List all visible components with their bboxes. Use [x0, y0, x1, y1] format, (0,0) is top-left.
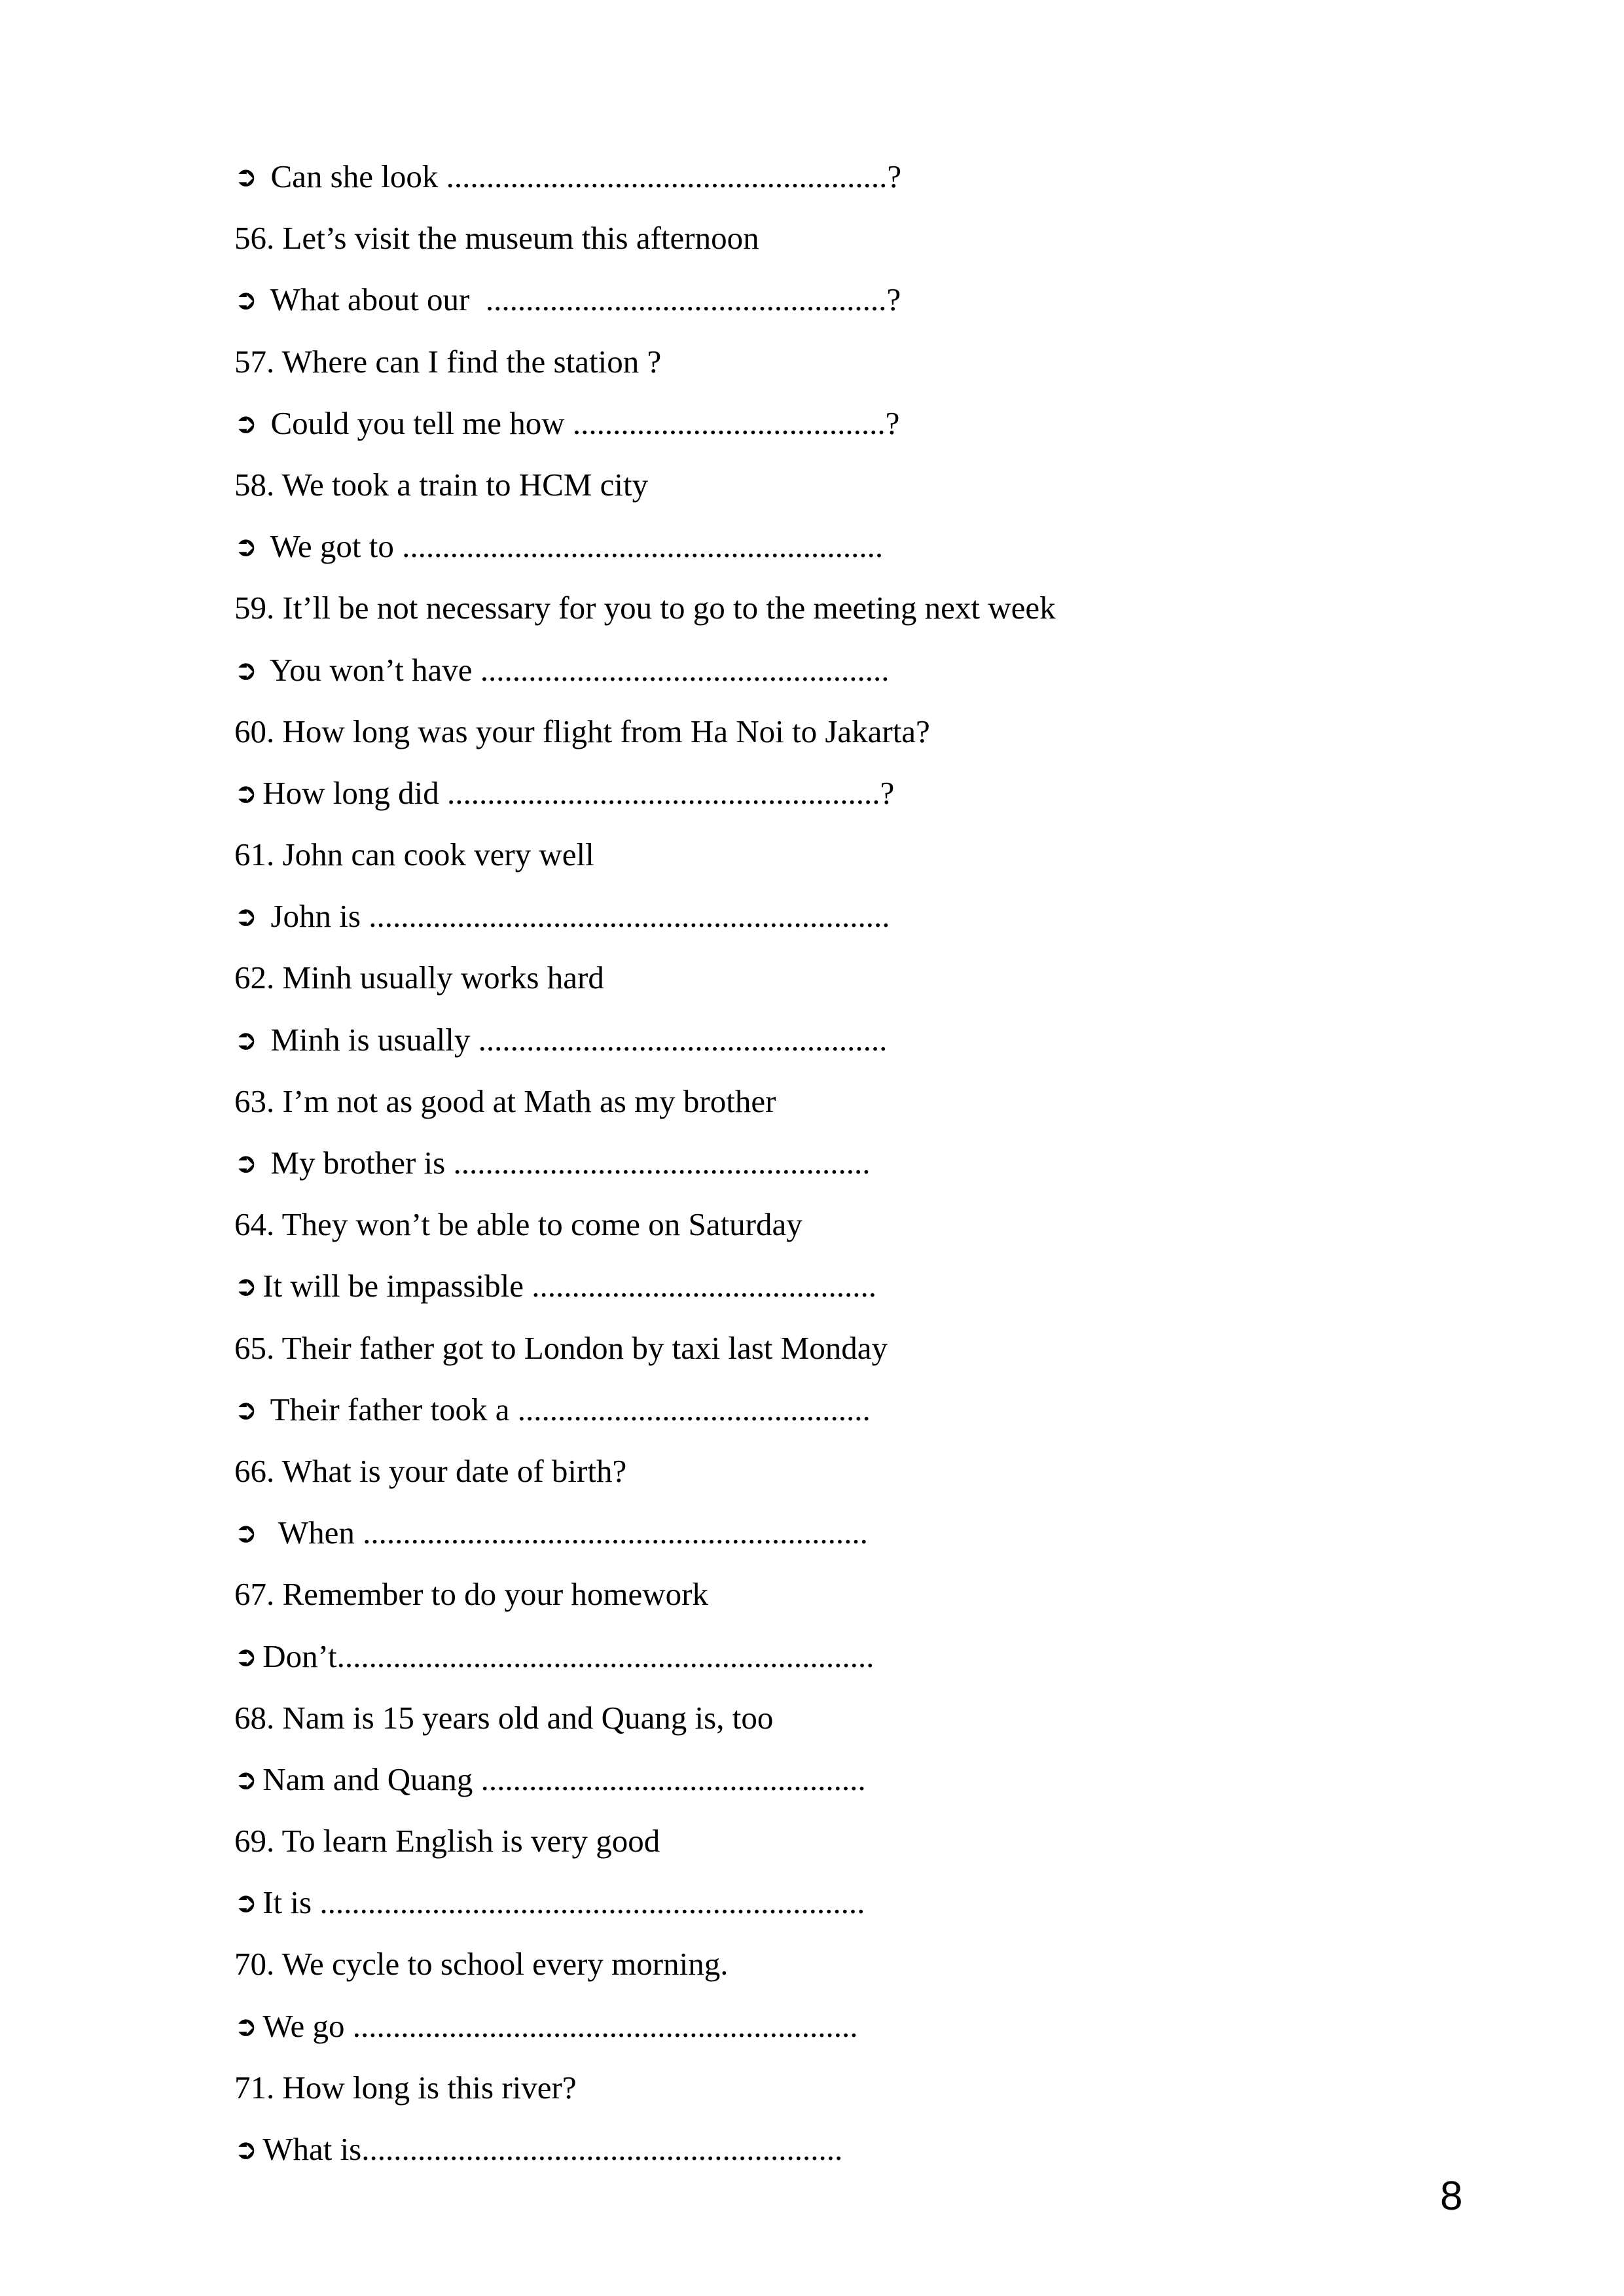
line-text: 68. Nam is 15 years old and Quang is, too	[234, 1699, 774, 1736]
question-line	[234, 1939, 1478, 2001]
line-text: What is............................................................	[262, 2131, 843, 2167]
line-text: Don’t...................................................................	[262, 1638, 875, 1674]
arrow-icon: ➲	[234, 1516, 258, 1549]
answer-line	[234, 1015, 1478, 1077]
answer-line	[234, 645, 1478, 707]
line-text: Can she look .......................................................?	[262, 158, 902, 194]
arrow-icon: ➲	[234, 406, 258, 439]
answer-line	[234, 2001, 1478, 2063]
answer-line	[234, 768, 1478, 830]
question-line	[234, 583, 1478, 645]
line-text: How long did ......................................................?	[262, 774, 895, 811]
arrow-icon: ➲	[234, 1270, 258, 1302]
answer-line	[234, 399, 1478, 460]
question-line	[234, 1693, 1478, 1755]
arrow-icon: ➲	[234, 1763, 258, 1795]
line-text: 67. Remember to do your homework	[234, 1576, 708, 1613]
arrow-icon: ➲	[234, 900, 258, 933]
question-line	[234, 337, 1478, 399]
line-text: 61. John can cook very well	[234, 836, 594, 873]
arrow-icon: ➲	[234, 776, 258, 809]
line-text: 70. We cycle to school every morning.	[234, 1946, 729, 1982]
line-text: It is ....................................................................	[262, 1884, 865, 1921]
line-text: 62. Minh usually works hard	[234, 960, 604, 996]
answer-line	[234, 1385, 1478, 1446]
answer-line	[234, 522, 1478, 583]
arrow-icon: ➲	[234, 2133, 258, 2165]
question-line	[234, 1816, 1478, 1878]
answer-line	[234, 1878, 1478, 1939]
line-text: 63. I’m not as good at Math as my brother	[234, 1083, 776, 1119]
question-line	[234, 1323, 1478, 1385]
arrow-icon: ➲	[234, 530, 258, 563]
line-text: 56. Let’s visit the museum this afternoon	[234, 220, 759, 257]
line-text: What about our ..................................................?	[262, 281, 901, 318]
question-line	[234, 1570, 1478, 1631]
line-text: Could you tell me how .......................................?	[262, 404, 900, 441]
line-text: We go ...............................................................	[262, 2007, 858, 2044]
answer-line	[234, 1755, 1478, 1816]
arrow-icon: ➲	[234, 2009, 258, 2042]
question-line	[234, 213, 1478, 275]
arrow-icon: ➲	[234, 1147, 258, 1179]
line-text: 57. Where can I find the station ?	[234, 343, 662, 380]
page-number: 8	[1440, 2174, 1463, 2219]
line-text: Minh is usually ...................................................	[262, 1021, 888, 1058]
line-text: 69. To learn English is very good	[234, 1823, 660, 1859]
answer-line	[234, 1632, 1478, 1693]
question-line	[234, 1446, 1478, 1508]
line-text: 58. We took a train to HCM city	[234, 466, 649, 503]
arrow-icon: ➲	[234, 1886, 258, 1919]
question-line	[234, 1200, 1478, 1261]
question-line	[234, 953, 1478, 1014]
answer-line	[234, 1508, 1478, 1570]
arrow-icon: ➲	[234, 1023, 258, 1056]
arrow-icon: ➲	[234, 160, 258, 192]
line-text: 71. How long is this river?	[234, 2069, 577, 2106]
exercise-list	[234, 152, 1478, 2186]
question-line	[234, 707, 1478, 768]
line-text: Nam and Quang ................................................	[262, 1761, 866, 1797]
arrow-icon: ➲	[234, 653, 258, 686]
arrow-icon: ➲	[234, 283, 258, 316]
line-text: You won’t have ...................................................	[262, 651, 890, 688]
question-line	[234, 830, 1478, 891]
answer-line	[234, 152, 1478, 213]
line-text: My brother is ....................................................	[262, 1145, 871, 1181]
answer-line	[234, 1138, 1478, 1200]
arrow-icon: ➲	[234, 1640, 258, 1672]
answer-line	[234, 891, 1478, 953]
answer-line	[234, 2125, 1478, 2186]
line-text: Their father took a ............................................	[262, 1391, 871, 1427]
line-text: John is .................................................................	[262, 898, 890, 935]
question-line	[234, 1077, 1478, 1138]
question-line	[234, 460, 1478, 522]
line-text: We got to ............................................................	[262, 528, 884, 565]
question-line	[234, 2063, 1478, 2125]
arrow-icon: ➲	[234, 1393, 258, 1426]
answer-line	[234, 275, 1478, 336]
line-text: 65. Their father got to London by taxi last Monday	[234, 1329, 888, 1366]
line-text: 66. What is your date of birth?	[234, 1452, 627, 1489]
line-text: 64. They won’t be able to come on Saturday	[234, 1206, 803, 1243]
line-text: When ...............................................................	[262, 1515, 868, 1551]
line-text: 60. How long was your flight from Ha Noi to Jakarta?	[234, 713, 930, 749]
answer-line	[234, 1261, 1478, 1323]
line-text: 59. It’ll be not necessary for you to go to the meeting next week	[234, 590, 1056, 626]
line-text: It will be impassible ...........................................	[262, 1268, 876, 1304]
